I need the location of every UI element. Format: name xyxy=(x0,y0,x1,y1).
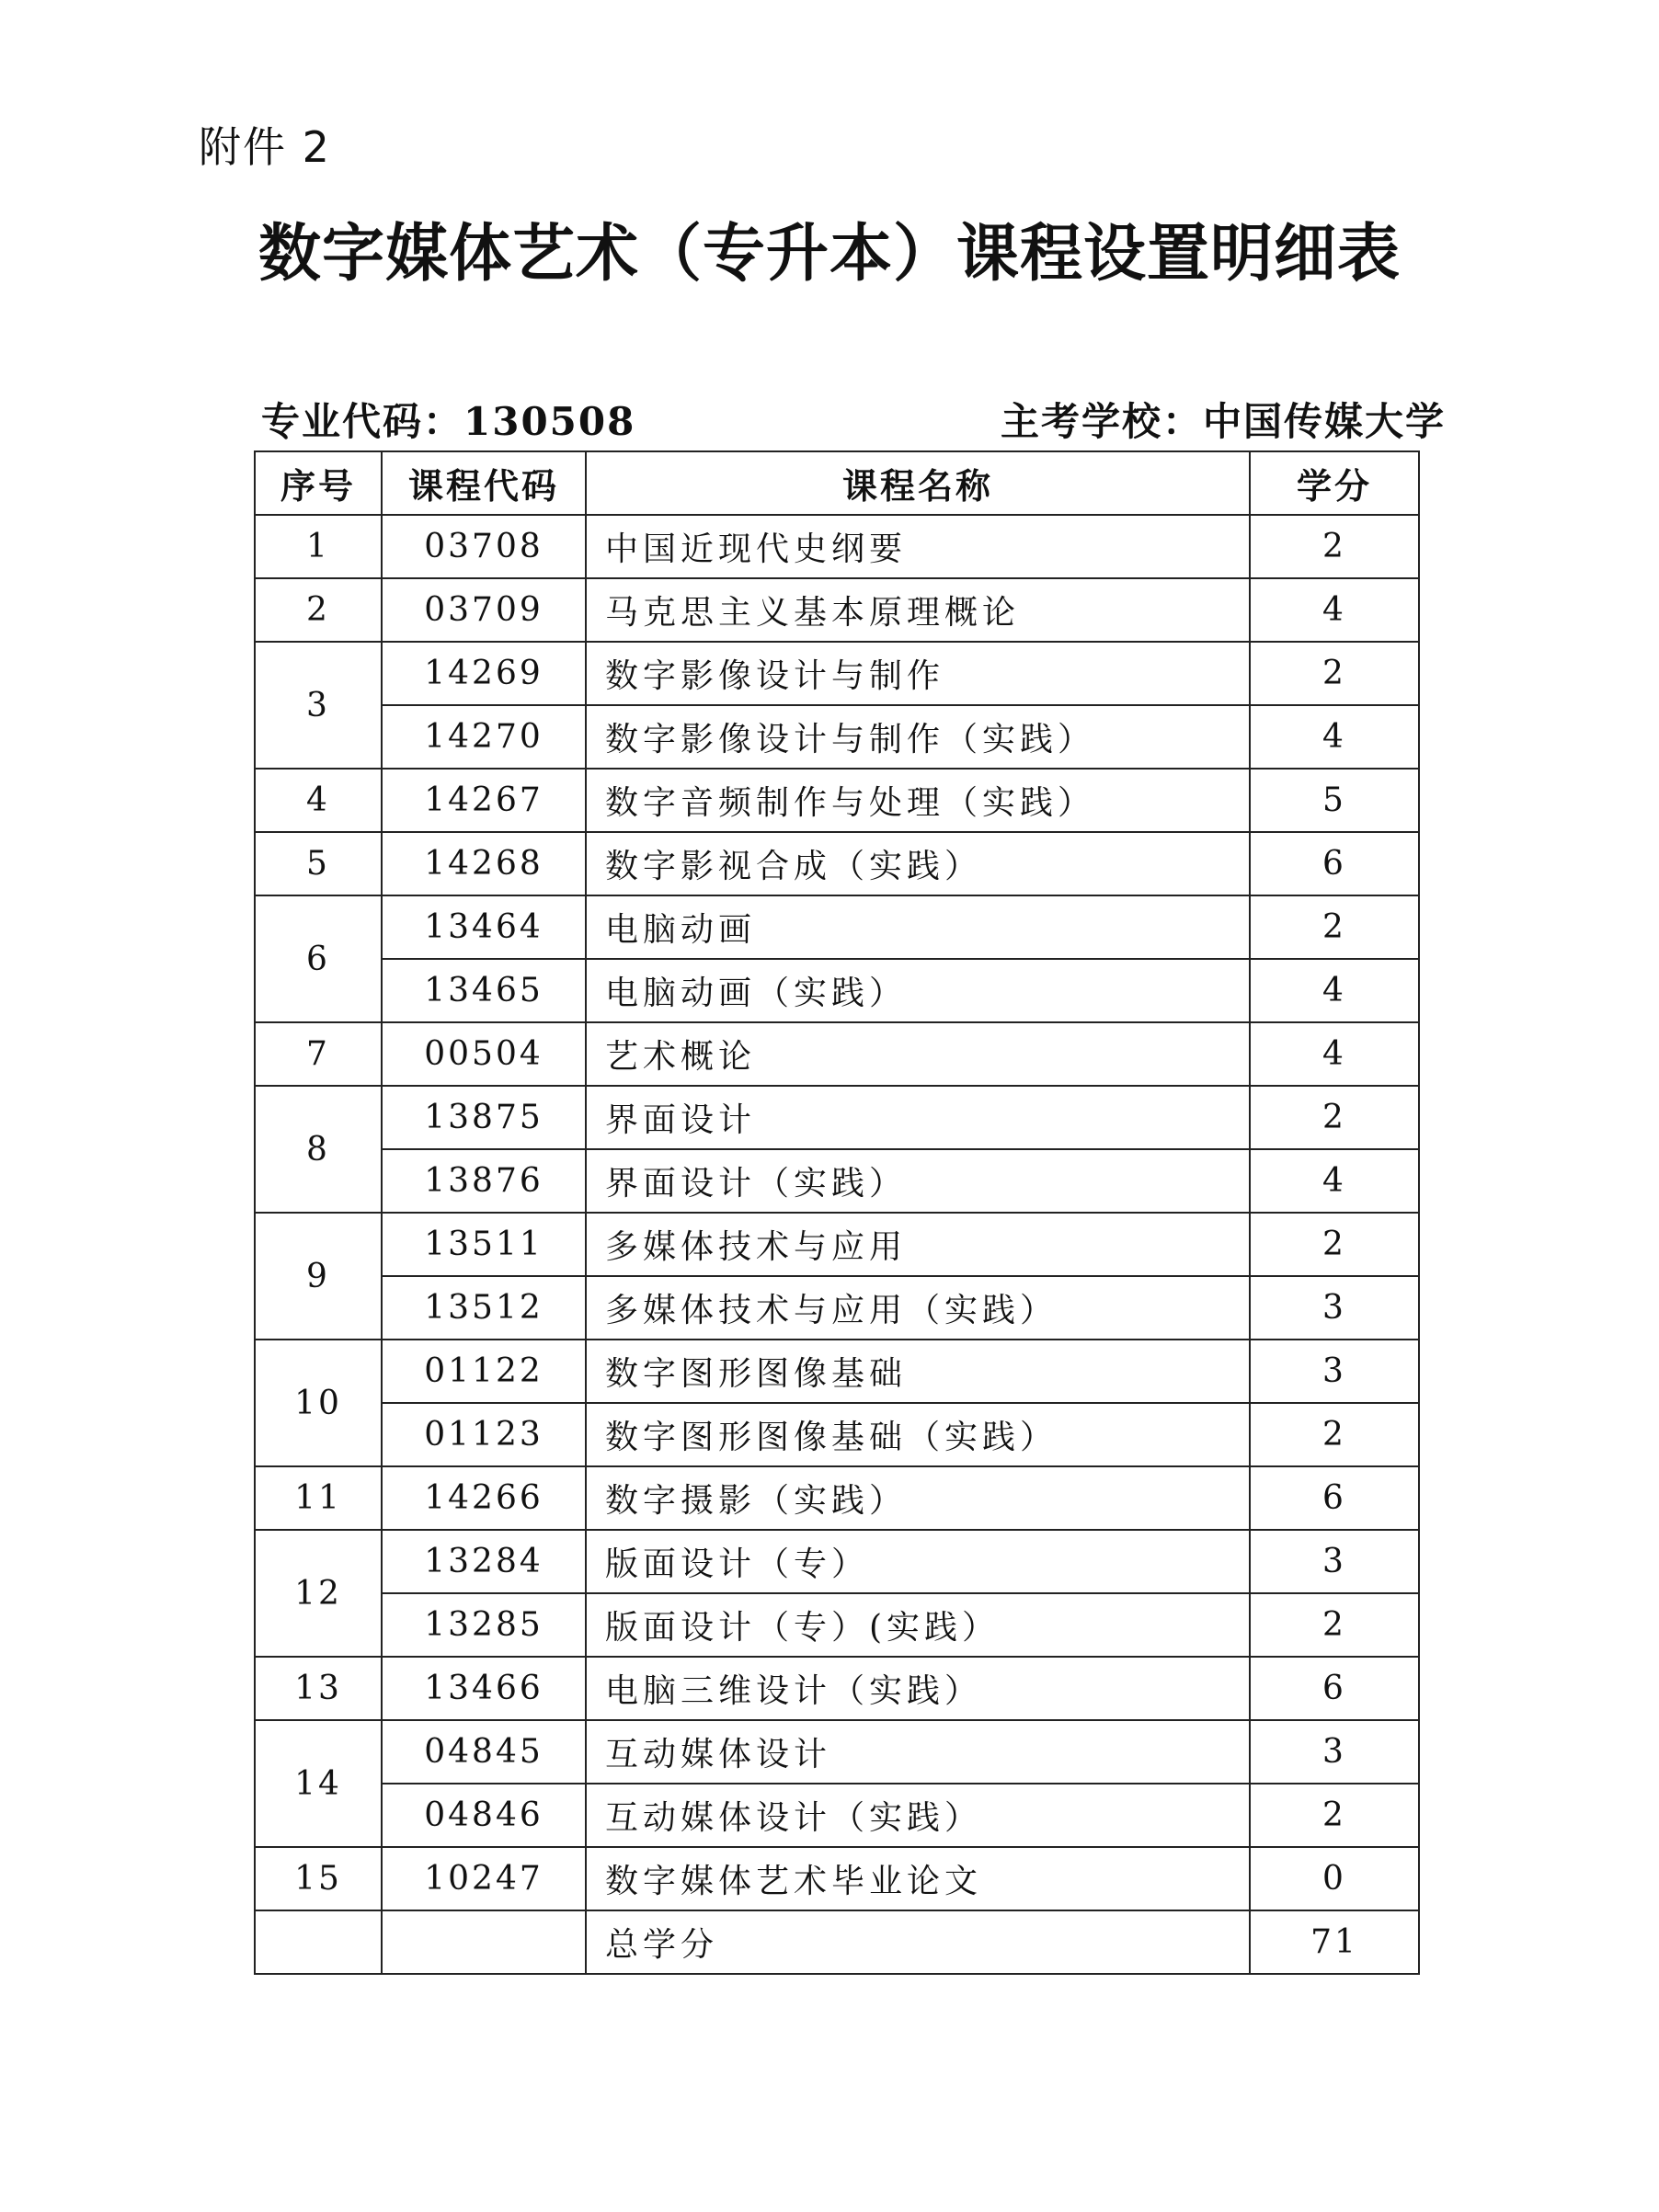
total-code-empty xyxy=(382,1910,586,1974)
course-credit: 3 xyxy=(1250,1720,1419,1784)
course-credit: 2 xyxy=(1250,1784,1419,1847)
course-credit: 3 xyxy=(1250,1530,1419,1593)
table-row xyxy=(255,1086,1419,1149)
table-row xyxy=(255,1213,1419,1276)
course-credit: 4 xyxy=(1250,578,1419,642)
row-index: 4 xyxy=(255,769,382,832)
course-credit: 2 xyxy=(1250,895,1419,959)
column-header-code: 课程代码 xyxy=(382,451,586,515)
table-row xyxy=(255,895,1419,959)
row-index: 11 xyxy=(255,1466,382,1530)
course-name: 数字媒体艺术毕业论文 xyxy=(586,1847,1250,1910)
course-code: 10247 xyxy=(382,1847,586,1910)
total-row xyxy=(255,1910,1419,1974)
table-row xyxy=(255,705,1419,769)
major-code: 专业代码：130508 xyxy=(261,399,636,444)
row-index: 13 xyxy=(255,1657,382,1720)
course-credit: 5 xyxy=(1250,769,1419,832)
table-row xyxy=(255,1784,1419,1847)
table-row xyxy=(255,1593,1419,1657)
course-code: 03708 xyxy=(382,515,586,578)
course-name: 多媒体技术与应用 xyxy=(586,1213,1250,1276)
course-credit: 2 xyxy=(1250,1213,1419,1276)
table-row xyxy=(255,959,1419,1022)
course-code: 13284 xyxy=(382,1530,586,1593)
course-credit: 4 xyxy=(1250,1149,1419,1213)
total-credit: 71 xyxy=(1250,1910,1419,1974)
course-credit: 3 xyxy=(1250,1340,1419,1403)
course-code: 14266 xyxy=(382,1466,586,1530)
row-index: 1 xyxy=(255,515,382,578)
column-header-credit: 学分 xyxy=(1250,451,1419,515)
course-name: 版面设计（专）(实践） xyxy=(586,1593,1250,1657)
course-credit: 2 xyxy=(1250,1593,1419,1657)
table-row xyxy=(255,1847,1419,1910)
table-row xyxy=(255,1022,1419,1086)
course-credit: 4 xyxy=(1250,1022,1419,1086)
course-name: 艺术概论 xyxy=(586,1022,1250,1086)
page-title: 数字媒体艺术（专升本）课程设置明细表 xyxy=(257,218,1401,291)
course-code: 14270 xyxy=(382,705,586,769)
row-index: 12 xyxy=(255,1530,382,1657)
table-row xyxy=(255,769,1419,832)
course-credit: 4 xyxy=(1250,705,1419,769)
course-name: 中国近现代史纲要 xyxy=(586,515,1250,578)
row-index: 3 xyxy=(255,642,382,769)
course-credit: 6 xyxy=(1250,1657,1419,1720)
course-name: 多媒体技术与应用（实践） xyxy=(586,1276,1250,1340)
course-credit: 2 xyxy=(1250,642,1419,705)
course-name: 数字摄影（实践） xyxy=(586,1466,1250,1530)
course-code: 14269 xyxy=(382,642,586,705)
course-name: 数字影视合成（实践） xyxy=(586,832,1250,895)
course-name: 互动媒体设计（实践） xyxy=(586,1784,1250,1847)
column-header-index: 序号 xyxy=(255,451,382,515)
table-header-row xyxy=(255,451,1419,515)
row-index: 2 xyxy=(255,578,382,642)
table-row xyxy=(255,1276,1419,1340)
table-row xyxy=(255,1403,1419,1466)
table-row xyxy=(255,1720,1419,1784)
course-name: 数字图形图像基础 xyxy=(586,1340,1250,1403)
course-name: 界面设计（实践） xyxy=(586,1149,1250,1213)
course-name: 电脑三维设计（实践） xyxy=(586,1657,1250,1720)
table-row xyxy=(255,1340,1419,1403)
attachment-label: 附件 2 xyxy=(199,122,331,172)
course-name: 数字图形图像基础（实践） xyxy=(586,1403,1250,1466)
course-name: 数字音频制作与处理（实践） xyxy=(586,769,1250,832)
school-name: 主考学校：中国传媒大学 xyxy=(1000,399,1446,444)
total-label: 总学分 xyxy=(586,1910,1250,1974)
table-row xyxy=(255,1657,1419,1720)
table-row xyxy=(255,578,1419,642)
course-credit: 6 xyxy=(1250,1466,1419,1530)
course-name: 界面设计 xyxy=(586,1086,1250,1149)
course-name: 电脑动画（实践） xyxy=(586,959,1250,1022)
course-name: 马克思主义基本原理概论 xyxy=(586,578,1250,642)
course-credit: 0 xyxy=(1250,1847,1419,1910)
course-code: 00504 xyxy=(382,1022,586,1086)
table-row xyxy=(255,642,1419,705)
course-credit: 2 xyxy=(1250,515,1419,578)
row-index: 5 xyxy=(255,832,382,895)
course-name: 数字影像设计与制作 xyxy=(586,642,1250,705)
row-index: 7 xyxy=(255,1022,382,1086)
course-code: 13512 xyxy=(382,1276,586,1340)
course-code: 13511 xyxy=(382,1213,586,1276)
course-code: 13466 xyxy=(382,1657,586,1720)
course-credit: 3 xyxy=(1250,1276,1419,1340)
course-table xyxy=(254,450,1420,1975)
row-index: 10 xyxy=(255,1340,382,1466)
table-row xyxy=(255,1149,1419,1213)
course-code: 14267 xyxy=(382,769,586,832)
course-name: 互动媒体设计 xyxy=(586,1720,1250,1784)
row-index: 6 xyxy=(255,895,382,1022)
course-code: 14268 xyxy=(382,832,586,895)
course-code: 13285 xyxy=(382,1593,586,1657)
table-row xyxy=(255,832,1419,895)
row-index: 9 xyxy=(255,1213,382,1340)
course-code: 13464 xyxy=(382,895,586,959)
course-credit: 6 xyxy=(1250,832,1419,895)
course-code: 03709 xyxy=(382,578,586,642)
course-code: 01122 xyxy=(382,1340,586,1403)
course-code: 13875 xyxy=(382,1086,586,1149)
course-credit: 2 xyxy=(1250,1086,1419,1149)
course-table-body xyxy=(255,515,1419,1974)
row-index: 14 xyxy=(255,1720,382,1847)
course-name: 电脑动画 xyxy=(586,895,1250,959)
column-header-name: 课程名称 xyxy=(586,451,1250,515)
row-index: 15 xyxy=(255,1847,382,1910)
course-code: 01123 xyxy=(382,1403,586,1466)
course-credit: 2 xyxy=(1250,1403,1419,1466)
table-row xyxy=(255,1530,1419,1593)
course-credit: 4 xyxy=(1250,959,1419,1022)
row-index: 8 xyxy=(255,1086,382,1213)
course-name: 版面设计（专） xyxy=(586,1530,1250,1593)
table-row xyxy=(255,515,1419,578)
course-code: 13465 xyxy=(382,959,586,1022)
table-row xyxy=(255,1466,1419,1530)
course-code: 13876 xyxy=(382,1149,586,1213)
total-index-empty xyxy=(255,1910,382,1974)
course-code: 04845 xyxy=(382,1720,586,1784)
course-name: 数字影像设计与制作（实践） xyxy=(586,705,1250,769)
course-code: 04846 xyxy=(382,1784,586,1847)
